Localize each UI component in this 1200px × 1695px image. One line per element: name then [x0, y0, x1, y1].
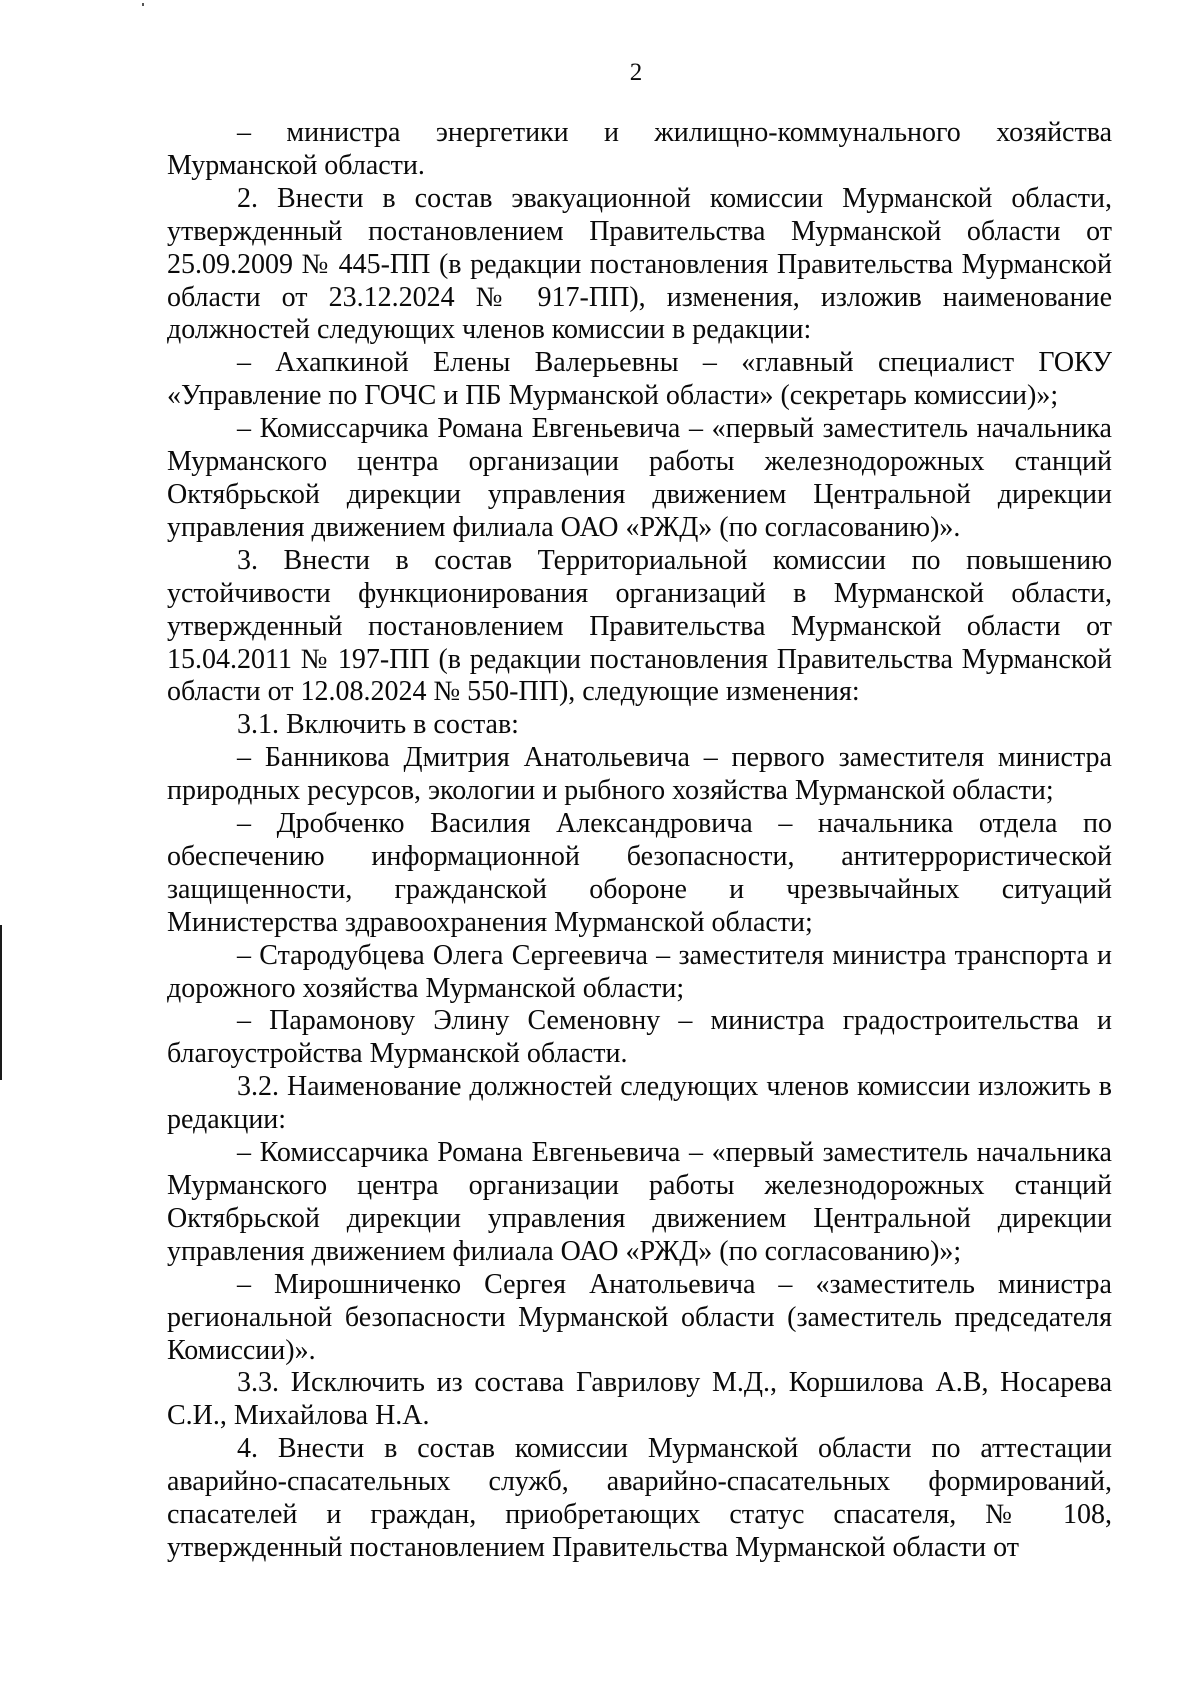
document-body — [167, 117, 1112, 1565]
scan-artifact-dot — [142, 3, 144, 6]
paragraph-bannikov: – Банникова Дмитрия Анатольевича – первого заместителя министра природных ресурсов, экологии и рыбного хозяйства Мурманской области; — [167, 742, 1112, 807]
scan-edge-mark — [0, 925, 2, 1080]
paragraph-item-3-3-exclude: 3.3. Исключить из состава Гаврилову М.Д., Коршилова А.В, Носарева С.И., Михайлова Н.А. — [167, 1367, 1112, 1432]
paragraph-item-2-evacuation-commission: 2. Внести в состав эвакуационной комиссии Мурманской области, утвержденный постановлением Правительства Мурманской области от 25.09.2009 № 445-ПП (в редакции постановления Правительства Мурманской области от 23.12.2024 № 917-ПП), изменения, изложив наименование должностей следующих членов комиссии в редакции: — [167, 182, 1112, 346]
paragraph-minister-energy: – министра энергетики и жилищно-коммунального хозяйства Мурманской области. — [167, 117, 1112, 181]
page-number: 2 — [629, 59, 643, 86]
paragraph-item-3-territorial-commission: 3. Внести в состав Территориальной комиссии по повышению устойчивости функционирования организаций в Мурманской области, утвержденный постановлением Правительства Мурманской области от 15.04.2011 № 197-ПП (в редакции постановления Правительства Мурманской области от 12.08.2024 № 550-ПП), следующие изменения: — [167, 544, 1112, 708]
paragraph-drobchenko: – Дробченко Василия Александровича – начальника отдела по обеспечению информационной безопасности, антитеррористической защищенности, гражданской обороне и чрезвычайных ситуаций Министерства здравоохранения Мурманской области; — [167, 808, 1112, 938]
paragraph-item-3-2-positions: 3.2. Наименование должностей следующих членов комиссии изложить в редакции: — [167, 1071, 1112, 1136]
paragraph-paramonova: – Парамонову Элину Семеновну – министра градостроительства и благоустройства Мурманской области. — [167, 1005, 1112, 1070]
paragraph-item-4-attestation-commission: 4. Внести в состав комиссии Мурманской области по аттестации аварийно-спасательных служб, аварийно-спасательных формирований, спасателей и граждан, приобретающих статус спасателя, № 108, утвержденный постановлением Правительства Мурманской области от — [167, 1433, 1112, 1563]
paragraph-miroshnichenko: – Мирошниченко Сергея Анатольевича – «заместитель министра региональной безопасности Мурманской области (заместитель председателя Комиссии)». — [167, 1268, 1112, 1366]
paragraph-akhapkina: – Ахапкиной Елены Валерьевны – «главный специалист ГОКУ «Управление по ГОЧС и ПБ Мурманской области» (секретарь комиссии)»; — [167, 347, 1112, 412]
paragraph-starodubtsev: – Стародубцева Олега Сергеевича – заместителя министра транспорта и дорожного хозяйства Мурманской области; — [167, 939, 1112, 1004]
paragraph-item-3-1-include: 3.1. Включить в состав: — [237, 709, 519, 741]
paragraph-komissarchik-1: – Комиссарчика Романа Евгеньевича – «первый заместитель начальника Мурманского центра организации работы железнодорожных станций Октябрьской дирекции управления движением Центральной дирекции управления движением филиала ОАО «РЖД» (по согласованию)». — [167, 413, 1112, 543]
paragraph-komissarchik-2: – Комиссарчика Романа Евгеньевича – «первый заместитель начальника Мурманского центра организации работы железнодорожных станций Октябрьской дирекции управления движением Центральной дирекции управления движением филиала ОАО «РЖД» (по согласованию)»; — [167, 1137, 1112, 1267]
